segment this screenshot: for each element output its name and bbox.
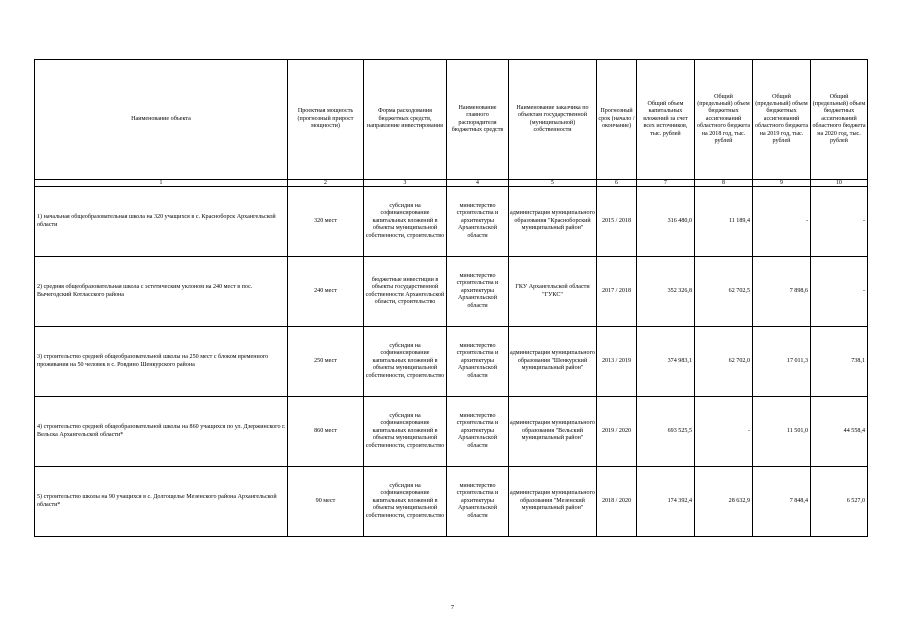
term-cell: 2015 / 2018 [597,187,637,257]
header-term: Прогнозный срок (начало / окончание) [597,60,637,180]
column-number: 4 [447,180,509,187]
total-investment-cell: 316 480,0 [637,187,695,257]
total-investment-cell: 352 326,8 [637,257,695,327]
customer-cell: администрация муниципального образования "Шенкурский муниципальный район" [509,327,597,397]
capacity-cell: 320 мест [288,187,364,257]
object-name-cell: 5) строительство школы на 90 учащихся в с. Долгощелье Мезенского района Архангельской области* [35,467,288,537]
investment-objects-table [34,59,868,537]
object-name-cell: 2) средняя общеобразовательная школа с эстетическим уклоном на 240 мест в пос. Вычегодский Котласского района [35,257,288,327]
expenditure-form-cell: субсидия на софинансирование капитальных вложений в объекты муниципальной собственности, строительство [364,327,447,397]
budget-2018-cell: 11 189,4 [695,187,753,257]
object-name-cell: 1) начальная общеобразовательная школа на 320 учащихся в с. Красноборск Архангельской области [35,187,288,257]
capacity-cell: 860 мест [288,397,364,467]
expenditure-form-cell: субсидия на софинансирование капитальных вложений в объекты муниципальной собственности, строительство [364,397,447,467]
column-number: 10 [811,180,868,187]
term-cell: 2018 / 2020 [597,467,637,537]
page-number: 7 [450,604,455,611]
budget-2020-cell: - [811,187,868,257]
header-capacity: Проектная мощность (прогнозный прирост мощности) [288,60,364,180]
budget-2018-cell: 28 632,9 [695,467,753,537]
capacity-cell: 240 мест [288,257,364,327]
total-investment-cell: 374 983,1 [637,327,695,397]
column-number: 9 [753,180,811,187]
term-cell: 2013 / 2019 [597,327,637,397]
header-customer: Наименование заказчика по объектам государственной (муниципальной) собственности [509,60,597,180]
budget-2019-cell: 17 011,3 [753,327,811,397]
expenditure-form-cell: субсидия на софинансирование капитальных вложений в объекты муниципальной собственности, строительство [364,187,447,257]
budget-2019-cell: 7 898,6 [753,257,811,327]
budget-2018-cell: - [695,397,753,467]
budget-2019-cell: - [753,187,811,257]
budget-2020-cell: - [811,257,868,327]
table-row [35,467,868,537]
capacity-cell: 250 мест [288,327,364,397]
total-investment-cell: 693 525,5 [637,397,695,467]
budget-2018-cell: 62 702,5 [695,257,753,327]
term-cell: 2019 / 2020 [597,397,637,467]
object-name-cell: 4) строительство средней общеобразовательной школы на 860 учащихся по ул. Дзержинского г. Вельска Архангельской области* [35,397,288,467]
header-total-investment: Общий объем капитальных вложений за счет всех источников, тыс. рублей [637,60,695,180]
budget-manager-cell: министерство строительства и архитектуры Архангельской области [447,397,509,467]
budget-2020-cell: 44 558,4 [811,397,868,467]
customer-cell: администрация муниципального образования "Красноборский муниципальный район" [509,187,597,257]
header-budget-manager: Наименование главного распорядителя бюджетных средств [447,60,509,180]
budget-2019-cell: 7 848,4 [753,467,811,537]
expenditure-form-cell: субсидия на софинансирование капитальных вложений в объекты муниципальной собственности, строительство [364,467,447,537]
column-number: 3 [364,180,447,187]
table-row [35,327,868,397]
budget-manager-cell: министерство строительства и архитектуры Архангельской области [447,257,509,327]
budget-manager-cell: министерство строительства и архитектуры Архангельской области [447,187,509,257]
budget-manager-cell: министерство строительства и архитектуры Архангельской области [447,467,509,537]
budget-manager-cell: министерство строительства и архитектуры Архангельской области [447,327,509,397]
table-row [35,187,868,257]
column-number: 7 [637,180,695,187]
customer-cell: администрация муниципального образования "Вельский муниципальный район" [509,397,597,467]
term-cell: 2017 / 2018 [597,257,637,327]
header-object-name: Наименование объекта [35,60,288,180]
column-number: 1 [35,180,288,187]
column-number: 2 [288,180,364,187]
table-row [35,257,868,327]
capacity-cell: 90 мест [288,467,364,537]
total-investment-cell: 174 392,4 [637,467,695,537]
customer-cell: администрация муниципального образования "Мезенский муниципальный район" [509,467,597,537]
header-expenditure-form: Форма расходования бюджетных средств, направление инвестирования [364,60,447,180]
header-budget-2020: Общий (предельный) объем бюджетных ассигнований областного бюджета на 2020 год, тыс. рублей [811,60,868,180]
budget-2019-cell: 11 501,0 [753,397,811,467]
column-number: 8 [695,180,753,187]
budget-2020-cell: 738,1 [811,327,868,397]
expenditure-form-cell: бюджетные инвестиции в объекты государственной собственности Архангельской области, строительство [364,257,447,327]
column-number: 5 [509,180,597,187]
table-row [35,397,868,467]
column-number: 6 [597,180,637,187]
header-budget-2018: Общий (предельный) объем бюджетных ассигнований областного бюджета на 2018 год, тыс. рублей [695,60,753,180]
header-budget-2019: Общий (предельный) объем бюджетных ассигнований областного бюджета на 2019 год, тыс. рублей [753,60,811,180]
customer-cell: ГКУ Архангельской области "ГУКС" [509,257,597,327]
budget-2020-cell: 6 527,0 [811,467,868,537]
object-name-cell: 3) строительство средней общеобразовательной школы на 250 мест с блоком временного проживания на 50 человек в с. Ровдино Шенкурского района [35,327,288,397]
budget-2018-cell: 62 702,0 [695,327,753,397]
